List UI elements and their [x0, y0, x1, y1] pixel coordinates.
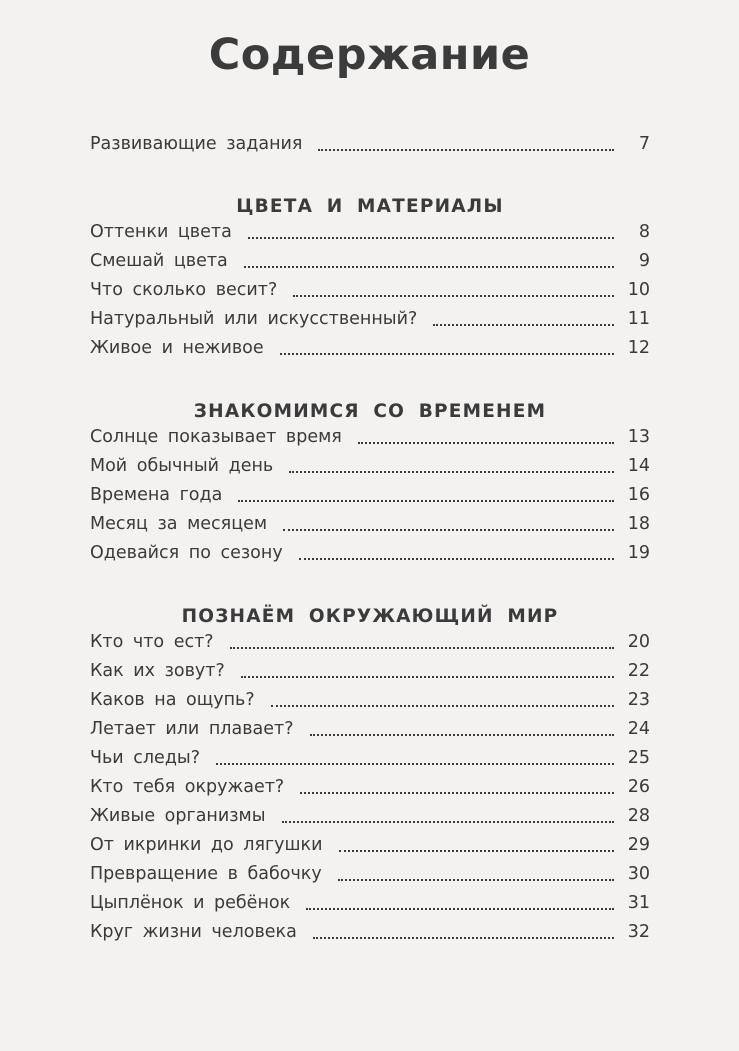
toc-entry-page: 9: [638, 251, 650, 271]
toc-entry: [90, 485, 650, 514]
section-heading: ПОЗНАЁМ ОКРУЖАЮЩИЙ МИР: [181, 606, 559, 627]
toc-entry: [90, 456, 650, 485]
dot-leader: [338, 879, 614, 881]
toc-entry-label: Живые организмы: [90, 806, 266, 826]
dot-leader: [248, 237, 614, 239]
dot-leader: [339, 850, 614, 852]
toc-entry: [90, 309, 650, 338]
toc-entry-page: 10: [627, 280, 650, 300]
toc-entry-label: Развивающие задания: [90, 134, 303, 154]
dot-leader: [318, 149, 614, 151]
toc-entry: [90, 835, 650, 864]
toc-entry-page: 16: [627, 485, 650, 505]
dot-leader: [306, 908, 614, 910]
dot-leader: [230, 647, 614, 649]
toc-entry-page: 29: [627, 835, 650, 855]
dot-leader: [358, 442, 614, 444]
toc-entry-label: Что сколько весит?: [90, 280, 278, 300]
toc-entry-page: 14: [627, 456, 650, 476]
spacer: [90, 572, 650, 602]
section-heading: ЦВЕТА И МАТЕРИАЛЫ: [236, 196, 504, 217]
toc-entry: [90, 632, 650, 661]
toc-entry-label: Мой обычный день: [90, 456, 274, 476]
toc-entry-label: Летает или плавает?: [90, 719, 294, 739]
toc-entry: [90, 338, 650, 367]
toc-entry: [90, 748, 650, 777]
toc-entry-label: Солнце показывает время: [90, 427, 342, 447]
toc-entry-label: Одевайся по сезону: [90, 543, 283, 563]
toc-entry: [90, 222, 650, 251]
toc-entry-page: 11: [627, 309, 650, 329]
toc-entry: [90, 777, 650, 806]
spacer: [90, 367, 650, 397]
toc-entry-label: Кто тебя окружает?: [90, 777, 285, 797]
toc-entry-label: Месяц за месяцем: [90, 514, 268, 534]
dot-leader: [241, 676, 614, 678]
toc-entry-page: 32: [627, 922, 650, 942]
toc-entry-label: Смешай цвета: [90, 251, 228, 271]
toc-entry-label: Превращение в бабочку: [90, 864, 322, 884]
toc-entry-label: Оттенки цвета: [90, 222, 232, 242]
dot-leader: [313, 937, 614, 939]
toc-entry: [90, 690, 650, 719]
toc-entry-label: Чьи следы?: [90, 748, 201, 768]
toc-entry: [90, 864, 650, 893]
toc-entry: [90, 427, 650, 456]
toc-entry-label: От икринки до лягушки: [90, 835, 323, 855]
toc-entry-page: 20: [627, 632, 650, 652]
toc-sections: [90, 192, 650, 951]
toc-entry-label: Живое и неживое: [90, 338, 264, 358]
toc-entry: [90, 806, 650, 835]
toc-entry-page: 19: [627, 543, 650, 563]
section-heading: ЗНАКОМИМСЯ СО ВРЕМЕНЕМ: [193, 401, 547, 422]
toc-entry-label: Времена года: [90, 485, 223, 505]
dot-leader: [300, 792, 614, 794]
toc-entry-page: 30: [627, 864, 650, 884]
toc-entry: [90, 893, 650, 922]
dot-leader: [216, 763, 614, 765]
toc-entry: [90, 719, 650, 748]
toc-entry: [90, 543, 650, 572]
toc-entry-page: 23: [627, 690, 650, 710]
toc-entry-intro: [90, 134, 650, 163]
toc-section: [90, 192, 650, 367]
dot-leader: [310, 734, 614, 736]
dot-leader: [244, 266, 614, 268]
toc-entry-page: 13: [627, 427, 650, 447]
toc-entry: [90, 251, 650, 280]
toc-section: [90, 397, 650, 572]
toc-entry-label: Цыплёнок и ребёнок: [90, 893, 291, 913]
table-of-contents: [90, 134, 650, 951]
toc-entry-page: 22: [627, 661, 650, 681]
toc-entry-page: 28: [627, 806, 650, 826]
toc-entry-label: Круг жизни человека: [90, 922, 297, 942]
toc-entry-page: 7: [638, 134, 650, 154]
toc-entry-page: 18: [627, 514, 650, 534]
toc-entry-page: 31: [627, 893, 650, 913]
dot-leader: [283, 529, 614, 531]
toc-entry-page: 24: [627, 719, 650, 739]
toc-entry: [90, 280, 650, 309]
page-title: Содержание: [208, 30, 531, 80]
dot-leader: [433, 324, 613, 326]
dot-leader: [299, 558, 614, 560]
toc-entry-label: Каков на ощупь?: [90, 690, 255, 710]
spacer: [90, 163, 650, 192]
toc-section: [90, 602, 650, 951]
toc-entry-label: Кто что ест?: [90, 632, 214, 652]
toc-entry: [90, 922, 650, 951]
dot-leader: [280, 353, 614, 355]
toc-entry: [90, 514, 650, 543]
toc-entry-page: 25: [627, 748, 650, 768]
dot-leader: [271, 705, 614, 707]
toc-entry-label: Натуральный или искусственный?: [90, 309, 418, 329]
toc-entry-page: 12: [627, 338, 650, 358]
toc-entry: [90, 661, 650, 690]
dot-leader: [293, 295, 613, 297]
toc-entry-page: 8: [638, 222, 650, 242]
toc-entry-page: 26: [627, 777, 650, 797]
dot-leader: [289, 471, 614, 473]
dot-leader: [282, 821, 614, 823]
toc-entry-label: Как их зовут?: [90, 661, 225, 681]
dot-leader: [238, 500, 613, 502]
